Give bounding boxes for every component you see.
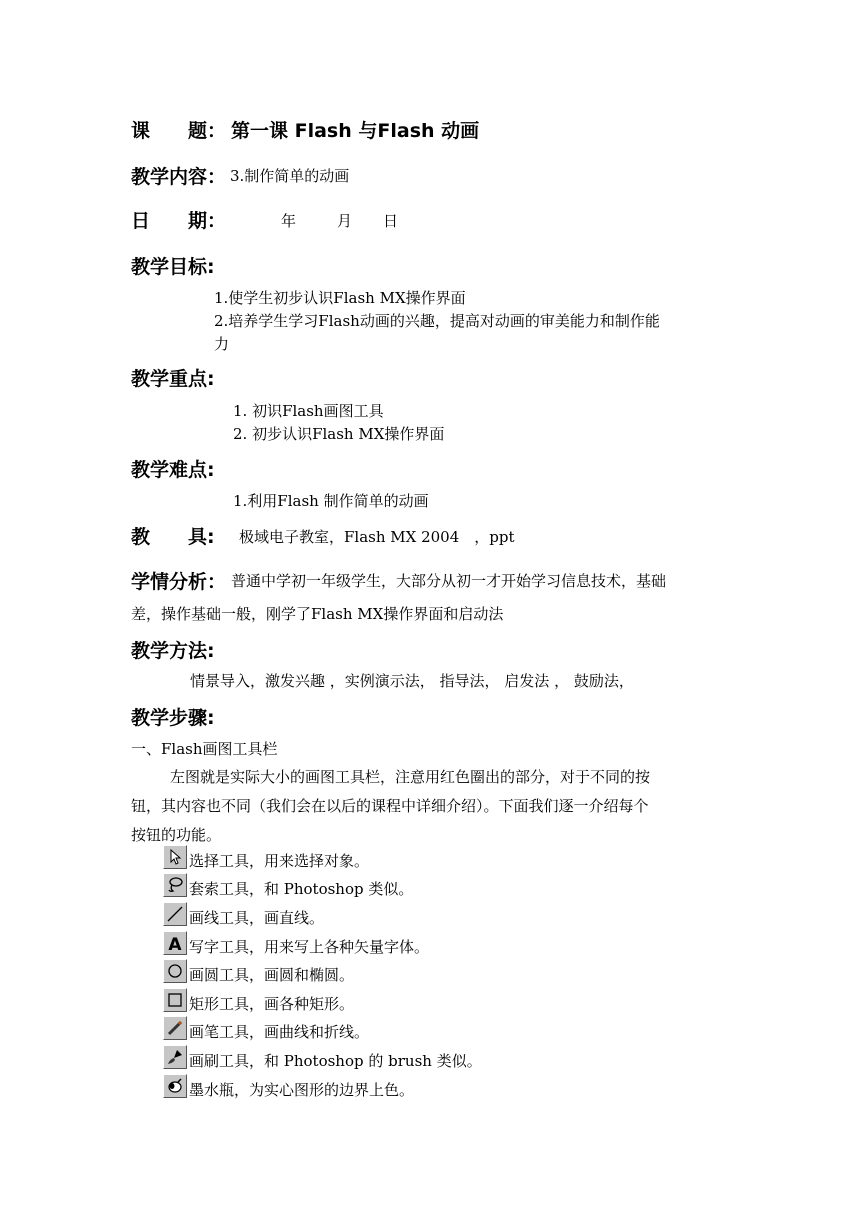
- tool-description: 写字工具，用来写上各种矢量字体。: [189, 938, 430, 956]
- rectangle-tool-icon: [163, 988, 187, 1012]
- title-label: 课 题：: [131, 120, 227, 142]
- difficulty-item: 1.利用Flash 制作简单的动画: [233, 492, 429, 510]
- steps-label: 教学步骤:: [131, 707, 215, 729]
- analysis-line1: 普通中学初一年级学生，大部分从初一才开始学习信息技术，基础: [231, 572, 667, 590]
- key-point-item: 1. 初识Flash画图工具: [233, 402, 384, 420]
- methods-label: 教学方法:: [131, 640, 215, 662]
- key-points-label: 教学重点:: [131, 368, 215, 390]
- line-tool-icon: [163, 902, 187, 926]
- content-value: 3.制作简单的动画: [230, 167, 350, 185]
- key-point-item: 2. 初步认识Flash MX操作界面: [233, 425, 445, 443]
- arrow-select-icon: [163, 845, 187, 869]
- title-value: 第一课 Flash 与Flash 动画: [231, 120, 480, 142]
- date-month: 月: [337, 212, 353, 230]
- steps-paragraph-line: 左图就是实际大小的画图工具栏，注意用红色圈出的部分，对于不同的按: [170, 768, 651, 786]
- tool-description: 画线工具，画直线。: [189, 909, 325, 927]
- oval-tool-icon: [163, 959, 187, 983]
- methods-value: 情景导入，激发兴趣 ，实例演示法， 指导法， 启发法 ， 鼓励法，: [190, 672, 634, 690]
- analysis-label: 学情分析：: [131, 571, 227, 593]
- content-label: 教学内容：: [131, 166, 227, 188]
- objective-item: 1.使学生初步认识Flash MX操作界面: [214, 289, 466, 307]
- section-title: 一、Flash画图工具栏: [131, 740, 278, 758]
- tool-description: 墨水瓶，为实心图形的边界上色。: [189, 1081, 415, 1099]
- text-tool-icon: [163, 931, 187, 955]
- tool-description: 矩形工具，画各种矩形。: [189, 995, 355, 1013]
- steps-paragraph-line: 按钮的功能。: [131, 826, 222, 844]
- date-day: 日: [383, 212, 399, 230]
- analysis-line2: 差，操作基础一般，刚学了Flash MX操作界面和启动法: [131, 605, 504, 623]
- brush-tool-icon: [163, 1045, 187, 1069]
- objectives-label: 教学目标:: [131, 256, 215, 278]
- tool-description: 画笔工具，画曲线和折线。: [189, 1023, 370, 1041]
- tool-description: 画刷工具，和 Photoshop 的 brush 类似。: [189, 1052, 482, 1070]
- lasso-icon: [163, 873, 187, 897]
- tools-value: 极域电子教室，Flash MX 2004 ，ppt: [239, 528, 515, 546]
- ink-bottle-icon: [163, 1074, 187, 1098]
- difficulties-label: 教学难点:: [131, 459, 215, 481]
- tool-description: 选择工具，用来选择对象。: [189, 852, 370, 870]
- svg-text:A: A: [168, 935, 182, 954]
- objective-item: 力: [214, 335, 230, 353]
- pencil-tool-icon: [163, 1016, 187, 1040]
- steps-paragraph-line: 钮，其内容也不同（我们会在以后的课程中详细介绍）。下面我们逐一介绍每个: [131, 797, 649, 815]
- date-label: 日 期：: [131, 210, 227, 232]
- tool-description: 套索工具，和 Photoshop 类似。: [189, 880, 414, 898]
- date-year: 年: [281, 212, 297, 230]
- tools-label: 教 具:: [131, 526, 215, 548]
- objective-item: 2.培养学生学习Flash动画的兴趣，提高对动画的审美能力和制作能: [214, 312, 660, 330]
- tool-description: 画圆工具，画圆和椭圆。: [189, 966, 355, 984]
